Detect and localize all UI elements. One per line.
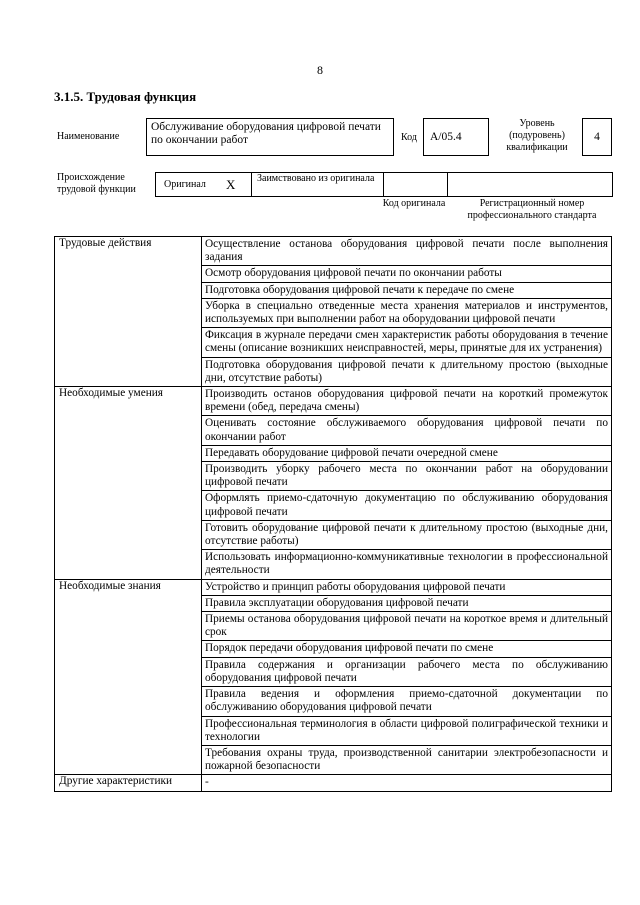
table-cell: Оценивать состояние обслуживаемого оборудования цифровой печати по окончании работ [202,416,612,445]
reg-number-label: Регистрационный номер профессионального стандарта [467,198,597,221]
table-cell: Уборка в специально отведенные места хранения материалов и инструментов, используемых при выполнении работ на оборудовании цифровой печати [202,298,612,327]
section-label: Трудовые действия [55,237,202,387]
table-cell: Правила эксплуатации оборудования цифровой печати [202,595,612,611]
table-cell: Производить останов оборудования цифровой печати на короткий промежуток времени (обед, передача смены) [202,387,612,416]
table-cell: Передавать оборудование цифровой печати очередной смене [202,445,612,461]
table-row [55,775,612,791]
table-cell: - [202,775,612,791]
table-cell: Правила ведения и оформления приемо-сдаточной документации по обслуживанию оборудования цифровой печати [202,687,612,716]
table-cell: Подготовка оборудования цифровой печати к длительному простою (выходные дни, отсутствие работы) [202,357,612,386]
section-label: Необходимые знания [55,579,202,775]
code-original-label: Код оригинала [382,198,446,209]
section-label: Необходимые умения [55,387,202,580]
original-mark: X [226,177,236,192]
table-cell: Оформлять приемо-сдаточную документацию по обслуживанию оборудования цифровой печати [202,491,612,520]
labor-function-table [54,236,612,792]
table-cell: Осмотр оборудования цифровой печати по окончании работы [202,266,612,282]
table-cell: Приемы останова оборудования цифровой печати на короткое время и длительный срок [202,612,612,641]
table-cell: Использовать информационно-коммуникативные технологии в профессиональной деятельности [202,550,612,579]
code-label: Код [401,132,417,143]
table-row [55,579,612,595]
table-cell: Устройство и принцип работы оборудования цифровой печати [202,579,612,595]
table-cell: Подготовка оборудования цифровой печати к передаче по смене [202,282,612,298]
level-label: Уровень (подуровень) квалификации [506,118,568,153]
table-cell: Готовить оборудование цифровой печати к длительному простою (выходные дни, отсутствие работы) [202,520,612,549]
table-cell: Фиксация в журнале передачи смен характеристик работы оборудования в течение смены (описание возникших неисправностей, меры, принятые для их устранения) [202,328,612,357]
original-label: Оригинал [164,179,206,190]
table-row [55,387,612,416]
origin-label: Происхождение трудовой функции [57,172,136,195]
table-cell: Правила содержания и организации рабочего места по обслуживанию оборудования цифровой печати [202,657,612,686]
code-value: А/05.4 [423,118,489,156]
section-heading: 3.1.5. Трудовая функция [54,89,197,104]
name-value: Обслуживание оборудования цифровой печати по окончании работ [146,118,394,156]
name-label: Наименование [57,131,120,142]
page-number: 8 [317,63,323,77]
section-label: Другие характеристики [55,775,202,791]
table-cell: Профессиональная терминология в области цифровой полиграфической техники и технологии [202,716,612,745]
borrowed-label: Заимствовано из оригинала [257,173,375,184]
table-cell: Осуществление останова оборудования цифровой печати после выполнения задания [202,237,612,266]
table-row [55,237,612,266]
table-cell: Порядок передачи оборудования цифровой печати по смене [202,641,612,657]
origin-row [155,172,613,197]
table-cell: Производить уборку рабочего места по окончании работ на оборудовании цифровой печати [202,462,612,491]
level-value: 4 [582,118,612,156]
table-cell: Требования охраны труда, производственной санитарии электробезопасности и пожарной безопасности [202,745,612,774]
